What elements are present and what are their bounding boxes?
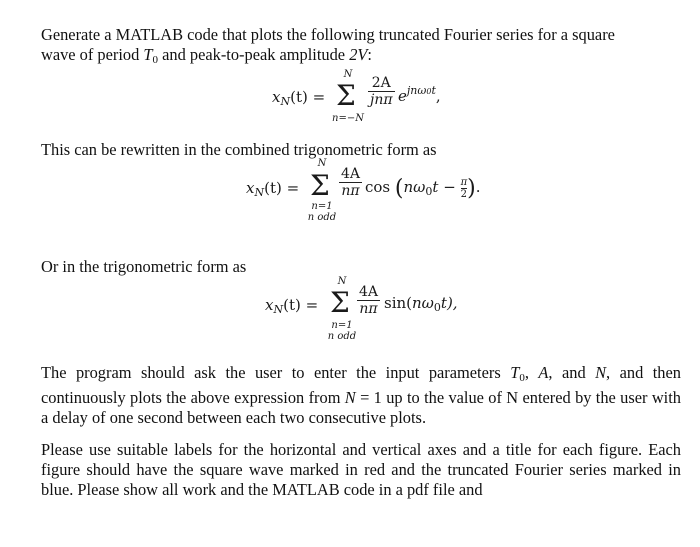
intro-line-2-start: wave of period xyxy=(41,45,144,64)
eq3-fraction xyxy=(357,284,380,317)
labels-paragraph: Please use suitable labels for the horizontal and vertical axes and a title for each figure. Each figure should have the square wave marked in red and the truncated Fourier series marked in blue. Please show all work and the MATLAB code in a pdf file and xyxy=(41,440,681,499)
eq2-fraction xyxy=(339,166,362,199)
intro-paragraph xyxy=(41,25,681,70)
amplitude-symbol: 2V xyxy=(349,45,368,64)
intro-line-2-mid: and peak-to-peak amplitude xyxy=(158,45,350,64)
eq3-numerator: 4A xyxy=(359,284,379,300)
intro-colon: : xyxy=(367,45,372,64)
eq2-lower-limit: n=1 xyxy=(311,201,333,212)
eq1-summation-sign: Σ xyxy=(336,79,356,112)
eq3-sine-term: $\sin(n\omega_0t)$, xyxy=(384,294,458,314)
eq1-denominator: jnπ xyxy=(370,92,393,108)
period-subscript: 0 xyxy=(152,54,159,66)
eq3-upper-limit: N xyxy=(337,276,347,287)
eq2-denominator: nπ xyxy=(339,182,362,199)
eq3-odd-condition: n odd xyxy=(327,331,357,342)
eq1-numerator: 2A xyxy=(371,75,391,91)
eq3-lower-limit: n=1 xyxy=(331,320,353,331)
eq2-lhs: $x_N(t)$ = xyxy=(246,179,300,199)
eq2-summation-sign: Σ xyxy=(310,169,330,202)
trig-form-text: Or in the trigonometric form as xyxy=(41,257,247,276)
eq1-lower-limit: n=−N xyxy=(332,113,364,124)
period-symbol: T xyxy=(143,45,153,64)
eq1-upper-limit: N xyxy=(343,69,353,80)
eq2-cosine-term: $\cos (n\omega_0t$ − $\frac{\pi}{2}$ ). xyxy=(365,176,481,201)
eq1-fraction xyxy=(368,75,395,108)
eq2-numerator: 4A xyxy=(341,166,361,182)
program-paragraph: The program should ask the user to enter the input parameters $T_0$, A, and N, and then continuously plots the above expression from N = 1 up to the value of N entered by the user with a delay of one second between each two consecutive plots. xyxy=(41,363,681,427)
eq2-upper-limit: N xyxy=(317,158,327,169)
combined-form-text: This can be rewritten in the combined trigonometric form as xyxy=(41,140,437,159)
eq1-lhs: $x_N(t)$ = xyxy=(272,88,326,108)
eq3-lhs: $x_N(t)$ = xyxy=(265,296,319,316)
eq1-exponential: $e^{jn\omega 0t}$, xyxy=(398,84,441,105)
intro-line-1: Generate a MATLAB code that plots the following truncated Fourier series for a square xyxy=(41,25,615,44)
eq3-denominator: nπ xyxy=(357,300,380,317)
eq3-summation-sign: Σ xyxy=(330,286,350,319)
eq2-odd-condition: n odd xyxy=(307,212,337,223)
